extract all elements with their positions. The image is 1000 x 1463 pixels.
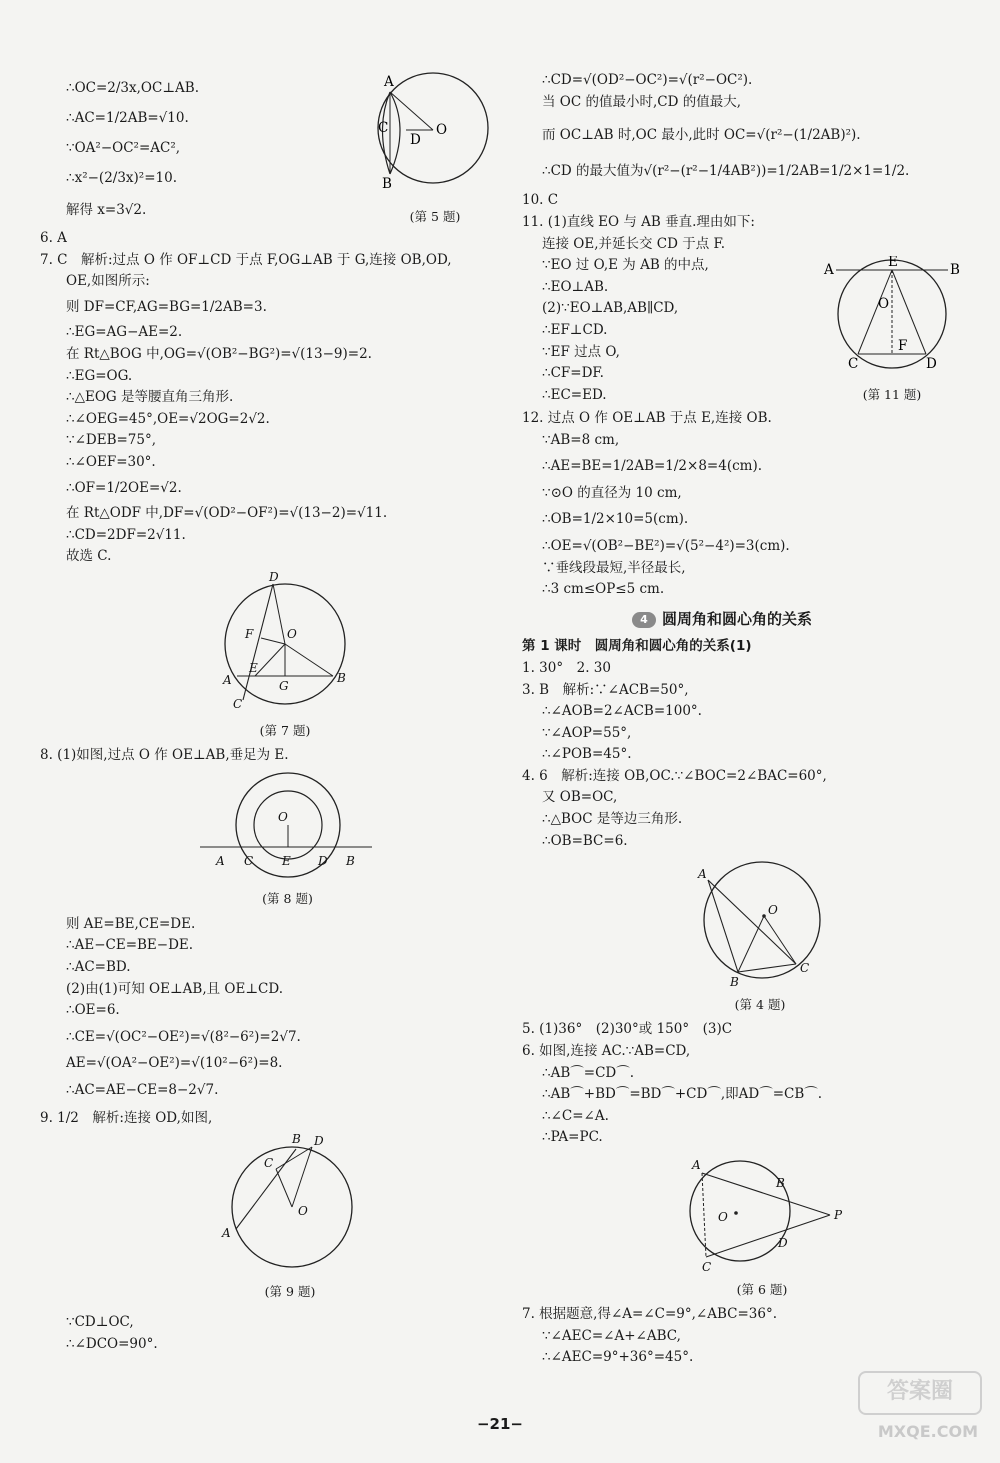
text-line: ∴AB⌒+BD⌒=BD⌒+CD⌒,即AD⌒=CB⌒. [542, 1086, 823, 1103]
label-E: E [249, 660, 258, 675]
figure-8-diagram [200, 771, 375, 881]
text-line: 连接 OE,并延长交 CD 于点 F. [542, 235, 726, 252]
text-line: ∴CE=√(OC²−OE²)=√(8²−6²)=2√7. [66, 1028, 301, 1045]
label-D: D [269, 571, 279, 584]
figure-caption: (第 4 题) [734, 996, 786, 1012]
text-line: 8. (1)如图,过点 O 作 OE⊥AB,垂足为 E. [40, 747, 289, 764]
text-line: ∴PA=PC. [542, 1129, 603, 1146]
label-D: D [410, 132, 421, 148]
text-line: ∴△EOG 是等腰直角三角形. [66, 389, 234, 406]
label-B: B [950, 261, 960, 278]
label-D: D [318, 853, 328, 868]
text-line: ∵∠AEC=∠A+∠ABC, [542, 1327, 681, 1344]
text-line: 3. B 解析:∵∠ACB=50°, [522, 681, 689, 698]
text-line: 故选 C. [66, 548, 112, 565]
figure-caption: (第 6 题) [736, 1281, 788, 1297]
text-line: ∴OF=1/2OE=√2. [66, 479, 182, 496]
text-line: 12. 过点 O 作 OE⊥AB 于点 E,连接 OB. [522, 409, 772, 426]
label-D: D [778, 1236, 788, 1250]
text-line: ∴EO⊥AB. [542, 278, 609, 295]
text-line: 5. (1)36° (2)30°或 150° (3)C [522, 1021, 733, 1038]
section-title: 圆周角和圆心角的关系 [662, 609, 813, 628]
text-line: ∴OE=√(OB²−BE²)=√(5²−4²)=3(cm). [542, 537, 790, 554]
label-B: B [382, 176, 392, 192]
text-line: ∵OA²−OC²=AC², [66, 140, 181, 156]
label-O: O [278, 809, 288, 824]
lesson-title: 第 1 课时 圆周角和圆心角的关系(1) [522, 638, 752, 655]
text-line: 1. 30° 2. 30 [522, 659, 611, 676]
watermark-url: MXQE.COM [877, 1422, 978, 1441]
figure-8 [200, 771, 375, 910]
label-C: C [800, 961, 810, 976]
figure-11-diagram [822, 256, 962, 376]
text-line: ∴OB=BC=6. [542, 832, 628, 849]
section-badge: 4 [632, 612, 656, 628]
text-line: 解得 x=3√2. [66, 202, 147, 218]
text-line: 11. (1)直线 EO 与 AB 垂直.理由如下: [522, 213, 755, 230]
figure-caption: (第 7 题) [259, 722, 311, 738]
label-B: B [292, 1133, 301, 1147]
text-line: ∵CD⊥OC, [66, 1314, 134, 1331]
text-line: AE=√(OA²−OE²)=√(10²−6²)=8. [66, 1055, 283, 1072]
text-line: 10. C [522, 192, 559, 209]
text-line: ∴∠POB=45°. [542, 746, 632, 763]
text-line: ∴∠AEC=9°+36°=45°. [542, 1349, 694, 1366]
item-11 [522, 212, 962, 408]
text-line: 7. C 解析:过点 O 作 OF⊥CD 于点 F,OG⊥AB 于 G,连接 OB,OD, [40, 251, 452, 268]
text-line: 6. A [40, 230, 67, 246]
figure-9 [220, 1133, 360, 1302]
figure-7 [215, 572, 355, 741]
left-block1 [40, 70, 505, 224]
label-A: A [698, 867, 707, 882]
text-line: (2)由(1)可知 OE⊥AB,且 OE⊥CD. [66, 980, 283, 997]
left-column [40, 70, 505, 1356]
text-line: 7. 根据题意,得∠A=∠C=9°,∠ABC=36°. [522, 1306, 778, 1323]
section-heading [632, 609, 962, 631]
label-F: F [245, 626, 254, 641]
text-line: ∴EF⊥CD. [542, 321, 608, 338]
label-C: C [244, 853, 254, 868]
text-line: ∴AC=AE−CE=8−2√7. [66, 1082, 219, 1099]
label-A: A [216, 853, 225, 868]
figure-4-diagram [690, 856, 830, 986]
figure-caption: (第 8 题) [262, 891, 313, 907]
label-C: C [702, 1260, 712, 1271]
label-O: O [768, 903, 778, 918]
text-line: ∵EF 过点 O, [542, 343, 620, 360]
text-line: ∴∠DCO=90°. [66, 1336, 158, 1352]
label-B: B [730, 975, 739, 987]
text-line: ∵∠AOP=55°, [542, 724, 632, 741]
text-line: ∵AB=8 cm, [542, 431, 620, 448]
label-B: B [776, 1176, 785, 1190]
figure-5 [370, 70, 500, 227]
label-A: A [223, 672, 232, 687]
label-A: A [384, 74, 394, 90]
page-number: −21− [476, 1415, 523, 1433]
text-line: (2)∵EO⊥AB,AB∥CD, [542, 300, 679, 317]
label-O: O [718, 1210, 728, 1224]
text-line: ∴AE=BE=1/2AB=1/2×8=4(cm). [542, 458, 763, 475]
text-line: ∵⊙O 的直径为 10 cm, [542, 484, 682, 501]
text-line: ∴△BOC 是等边三角形. [542, 811, 683, 828]
text-line: ∴CD 的最大值为√(r²−(r²−1/4AB²))=1/2AB=1/2×1=1/2. [542, 162, 910, 179]
text-line: ∵垂线段最短,半径最长, [542, 559, 686, 576]
label-C: C [264, 1156, 274, 1171]
label-A: A [692, 1158, 701, 1172]
label-F: F [898, 337, 908, 354]
text-line: ∴∠OEG=45°,OE=√2OG=2√2. [66, 410, 270, 427]
text-line: ∴AE−CE=BE−DE. [66, 937, 194, 954]
label-E: E [282, 853, 291, 868]
text-line: ∴CD=√(OD²−OC²)=√(r²−OC²). [542, 72, 753, 88]
figure-caption: (第 5 题) [409, 208, 461, 224]
text-line: 而 OC⊥AB 时,OC 最小,此时 OC=√(r²−(1/2AB)²). [542, 127, 861, 144]
text-line: ∴EG=AG−AE=2. [66, 324, 183, 341]
text-line: 在 Rt△BOG 中,OG=√(OB²−BG²)=√(13−9)=2. [66, 345, 372, 362]
figure-6 [672, 1153, 852, 1300]
text-line: 4. 6 解析:连接 OB,OC.∵∠BOC=2∠BAC=60°, [522, 767, 827, 784]
label-O: O [298, 1204, 308, 1219]
label-A: A [824, 261, 834, 278]
label-C: C [848, 355, 859, 372]
text-line: 9. 1/2 解析:连接 OD,如图, [40, 1109, 213, 1126]
label-A: A [222, 1226, 231, 1241]
label-P: P [834, 1208, 843, 1222]
text-line: ∵∠DEB=75°, [66, 432, 157, 449]
text-line: ∴CD=2DF=2√11. [66, 526, 186, 543]
label-E: E [888, 255, 898, 270]
figure-5-diagram [370, 70, 500, 198]
label-D: D [926, 355, 937, 372]
label-B: B [346, 853, 355, 868]
label-C: C [378, 120, 389, 136]
text-line: ∴OC=2/3x,OC⊥AB. [66, 80, 199, 96]
text-line: 当 OC 的值最小时,CD 的值最大, [542, 93, 742, 110]
figure-4 [690, 856, 830, 1015]
text-line: ∴x²−(2/3x)²=10. [66, 170, 177, 186]
text-line: ∴3 cm≤OP≤5 cm. [542, 581, 665, 598]
label-D: D [314, 1134, 324, 1149]
figure-caption: (第 9 题) [264, 1283, 316, 1299]
text-line: ∴OE=6. [66, 1002, 120, 1019]
watermark-logo: 答案圈 [858, 1371, 982, 1415]
text-line: ∴OB=1/2×10=5(cm). [542, 511, 689, 528]
text-line: ∴∠AOB=2∠ACB=100°. [542, 703, 702, 720]
text-line: ∴CF=DF. [542, 365, 604, 382]
label-O: O [436, 122, 448, 138]
figure-9-diagram [220, 1133, 360, 1273]
text-line: 则 DF=CF,AG=BG=1/2AB=3. [66, 298, 267, 315]
text-line: OE,如图所示: [66, 273, 150, 290]
figure-6-diagram [672, 1153, 852, 1271]
right-column [522, 70, 962, 1369]
text-line: 则 AE=BE,CE=DE. [66, 915, 196, 932]
text-line: ∴EG=OG. [66, 367, 133, 384]
label-G: G [279, 678, 289, 693]
text-line: ∴AC=BD. [66, 959, 131, 976]
label-C: C [233, 696, 243, 711]
figure-7-diagram [215, 572, 355, 712]
label-O: O [878, 295, 890, 312]
text-line: 在 Rt△ODF 中,DF=√(OD²−OF²)=√(13−2)=√11. [66, 505, 388, 522]
label-O: O [287, 626, 297, 641]
text-line: ∵EO 过 O,E 为 AB 的中点, [542, 257, 709, 274]
text-line: ∴AC=1/2AB=√10. [66, 110, 189, 126]
figure-11 [822, 256, 962, 405]
text-line: ∴EC=ED. [542, 386, 607, 403]
text-line: ∴∠OEF=30°. [66, 453, 156, 470]
text-line: 又 OB=OC, [542, 789, 618, 806]
text-line: ∴AB⌒=CD⌒. [542, 1064, 635, 1081]
figure-caption: (第 11 题) [862, 386, 922, 402]
label-B: B [337, 670, 346, 685]
text-line: 6. 如图,连接 AC.∵AB=CD, [522, 1043, 691, 1060]
text-line: ∴∠C=∠A. [542, 1107, 609, 1124]
